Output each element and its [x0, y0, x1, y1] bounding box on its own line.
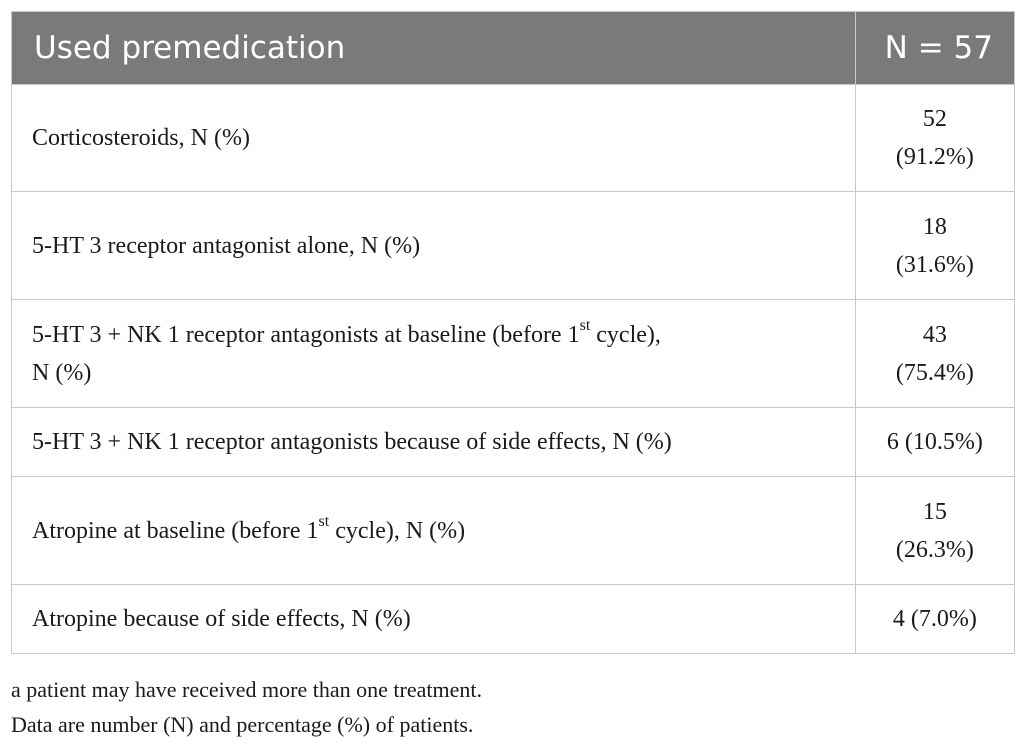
value-percent: (75.4%): [895, 359, 974, 386]
premedication-table: [11, 11, 1015, 654]
row-value: [855, 85, 1014, 192]
table-header-row: [12, 12, 1015, 85]
table-footnotes: [11, 672, 482, 742]
row-label: 5-HT 3 receptor antagonist alone, N (%): [12, 192, 856, 300]
table-row: [12, 585, 1015, 654]
footnote: a patient may have received more than one treatment.: [11, 677, 482, 702]
row-label: Corticosteroids, N (%): [12, 85, 856, 192]
row-label: [12, 477, 856, 585]
row-label-text: 5-HT 3 + NK 1 receptor antagonists at baseline (before 1: [32, 321, 580, 348]
row-label-text-cont: cycle), N (%): [329, 517, 466, 544]
header-label: Used premedication: [12, 12, 856, 85]
row-label: [12, 300, 856, 408]
table-row: [12, 85, 1015, 192]
row-label-text-cont: cycle),: [590, 321, 661, 348]
header-value: N = 57: [855, 12, 1014, 85]
value-count: 43: [922, 321, 947, 348]
row-value: [855, 192, 1014, 300]
table-row: [12, 408, 1015, 477]
footnote: Data are number (N) and percentage (%) of patients.: [11, 712, 474, 737]
table-row: [12, 477, 1015, 585]
value-percent: (91.2%): [895, 144, 974, 170]
value-percent: (26.3%): [895, 536, 974, 563]
row-value: 4 (7.0%): [855, 585, 1014, 654]
value-count: 52: [922, 106, 947, 132]
value-count: 15: [922, 498, 947, 525]
row-label-line2: N (%): [32, 359, 92, 386]
value-count: 18: [922, 213, 947, 240]
row-value: [855, 477, 1014, 585]
table-row: [12, 300, 1015, 408]
row-label-text: Atropine at baseline (before 1: [32, 517, 319, 544]
row-label: 5-HT 3 + NK 1 receptor antagonists because of side effects, N (%): [12, 408, 856, 477]
ordinal-suffix: st: [318, 512, 330, 530]
row-label: Atropine because of side effects, N (%): [12, 585, 856, 654]
row-value: 6 (10.5%): [855, 408, 1014, 477]
ordinal-suffix: st: [579, 316, 591, 334]
row-value: [855, 300, 1014, 408]
table-row: [12, 192, 1015, 300]
value-percent: (31.6%): [895, 251, 974, 278]
